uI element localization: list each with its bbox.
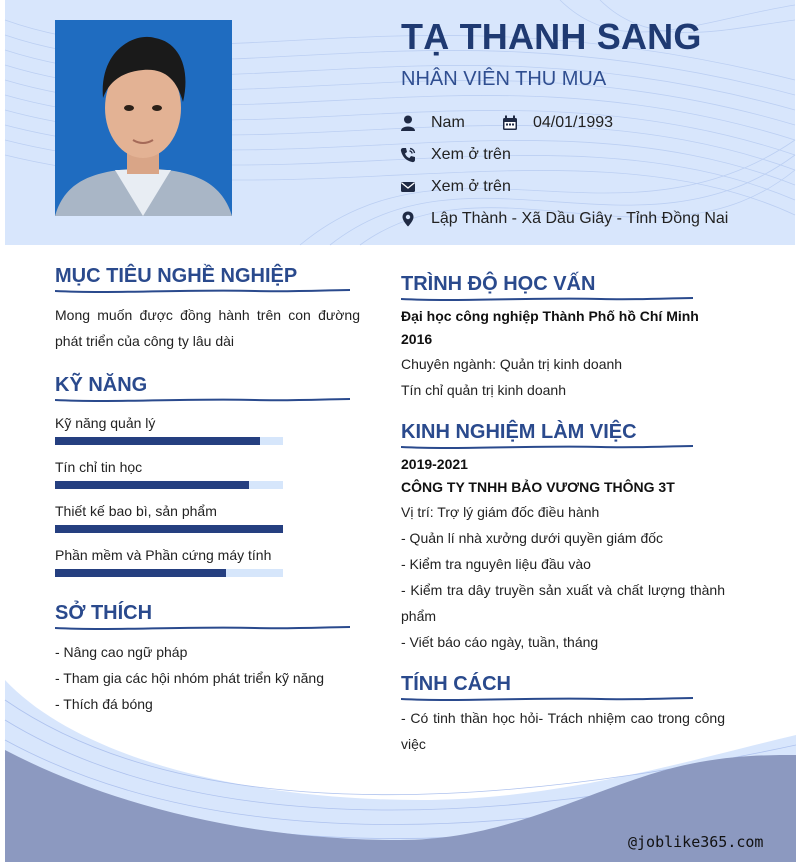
gender-value: Nam	[431, 114, 465, 131]
gender-row	[400, 111, 465, 135]
personality-text: - Có tinh thần học hỏi- Trách nhiệm cao trong công việc	[401, 710, 725, 752]
phone-row	[400, 143, 511, 167]
skill-bar-2	[55, 481, 283, 489]
profile-photo	[55, 20, 232, 216]
experience-duty: - Kiểm tra dây truyền sản xuất và chất lượng thành phẩm	[401, 582, 725, 624]
watermark: @joblike365.com	[628, 833, 764, 851]
birthday-row	[502, 111, 613, 135]
objective-underline	[55, 288, 350, 294]
birthday-value: 04/01/1993	[533, 114, 614, 131]
skill-label-3: Thiết kế bao bì, sản phẩm	[55, 503, 217, 519]
phone-icon	[400, 147, 416, 163]
skills-heading: KỸ NĂNG	[55, 374, 148, 396]
hobbies-heading: SỞ THÍCH	[55, 602, 153, 624]
calendar-icon	[502, 115, 518, 131]
hobby-item: - Thích đá bóng	[55, 696, 153, 712]
user-icon	[400, 115, 416, 131]
personality-underline	[401, 696, 693, 702]
avatar	[55, 20, 232, 216]
address-row	[400, 207, 728, 231]
education-heading: TRÌNH ĐỘ HỌC VẤN	[401, 273, 596, 295]
job-title: NHÂN VIÊN THU MUA	[401, 68, 607, 90]
education-major: Chuyên ngành: Quản trị kinh doanh	[401, 356, 623, 372]
objective-text: Mong muốn được đồng hành trên con đường phát triển của công ty lâu dài	[55, 307, 360, 349]
education-year: 2016	[401, 331, 433, 347]
skill-label-2: Tín chỉ tin học	[55, 459, 143, 475]
phone-value: Xem ở trên	[431, 146, 511, 163]
skill-bar-fill-3	[55, 525, 283, 533]
experience-heading: KINH NGHIỆM LÀM VIỆC	[401, 421, 637, 443]
education-note: Tín chỉ quản trị kinh doanh	[401, 382, 566, 398]
email-value: Xem ở trên	[431, 178, 511, 195]
experience-company: CÔNG TY TNHH BẢO VƯƠNG THÔNG 3T	[401, 479, 675, 495]
skill-bar-fill-2	[55, 481, 249, 489]
envelope-icon	[400, 179, 416, 195]
experience-position: Vị trí: Trợ lý giám đốc điều hành	[401, 504, 600, 520]
hobby-item: - Nâng cao ngữ pháp	[55, 644, 188, 660]
email-row	[400, 175, 511, 199]
personality-heading: TÍNH CÁCH	[401, 673, 511, 695]
experience-duty: - Viết báo cáo ngày, tuần, tháng	[401, 634, 599, 650]
skill-bar-4	[55, 569, 283, 577]
skill-bar-1	[55, 437, 283, 445]
skill-bar-fill-4	[55, 569, 226, 577]
map-pin-icon	[400, 211, 416, 227]
experience-period: 2019-2021	[401, 456, 468, 472]
hobby-item: - Tham gia các hội nhóm phát triển kỹ năng	[55, 670, 325, 686]
experience-duty: - Quản lí nhà xưởng dưới quyền giám đốc	[401, 530, 664, 546]
address-value: Lập Thành - Xã Dầu Giây - Tỉnh Đồng Nai	[431, 210, 729, 227]
education-school: Đại học công nghiệp Thành Phố hồ Chí Minh	[401, 308, 699, 324]
objective-heading: MỤC TIÊU NGHỀ NGHIỆP	[55, 265, 298, 287]
education-underline	[401, 296, 693, 302]
skill-label-1: Kỹ năng quản lý	[55, 415, 156, 431]
skills-underline	[55, 397, 350, 403]
skill-bar-fill-1	[55, 437, 260, 445]
skill-bar-3	[55, 525, 283, 533]
candidate-name: TẠ THANH SANG	[401, 16, 702, 57]
skill-label-4: Phần mềm và Phần cứng máy tính	[55, 547, 272, 563]
experience-underline	[401, 444, 693, 450]
experience-duty: - Kiểm tra nguyên liệu đầu vào	[401, 556, 591, 572]
hobbies-underline	[55, 625, 350, 631]
